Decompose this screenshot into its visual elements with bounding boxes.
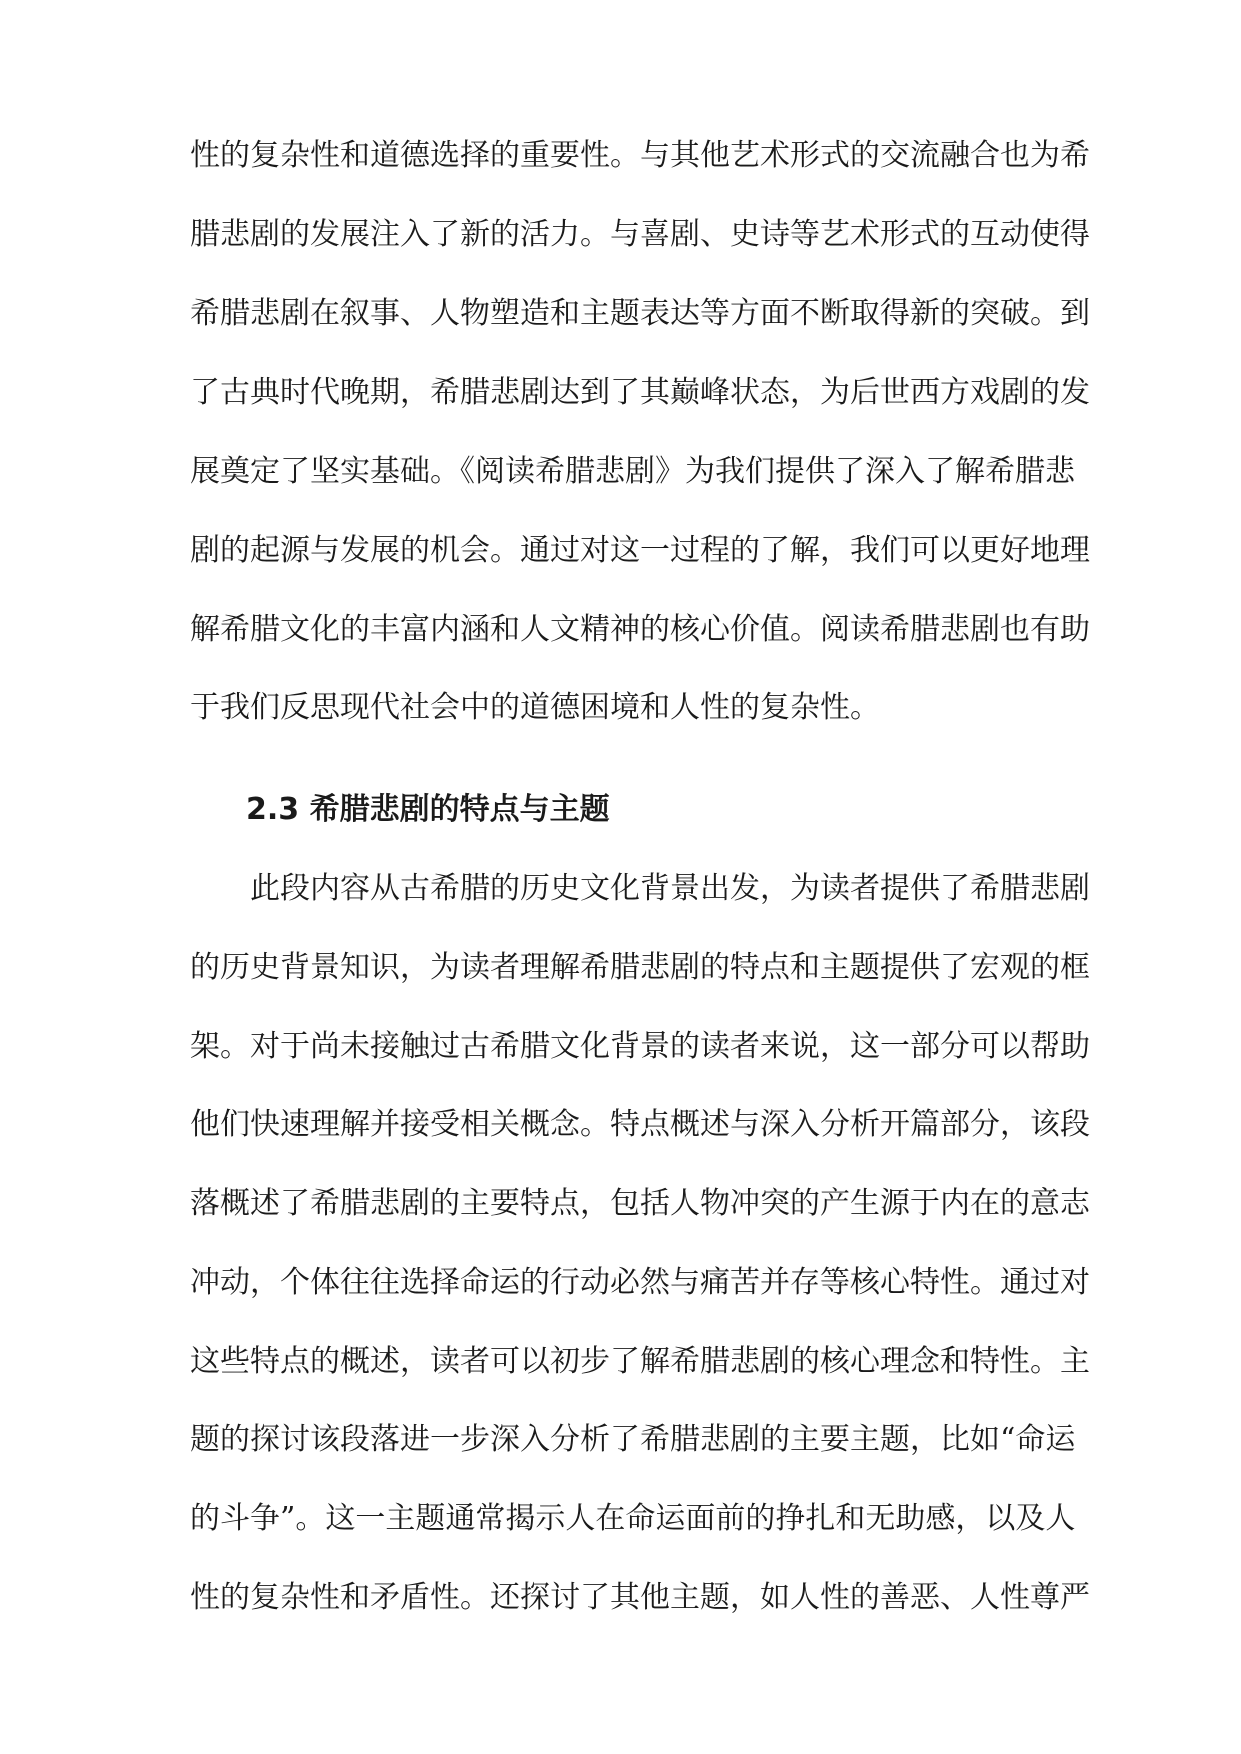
paragraph-2-line-3: 架。对于尚未接触过古希腊文化背景的读者来说，这一部分可以帮助	[190, 1029, 1090, 1064]
paragraph-1-line-8: 于我们反思现代社会中的道德困境和人性的复杂性。	[190, 690, 880, 725]
paragraph-2-line-6: 冲动，个体往往选择命运的行动必然与痛苦并存等核心特性。通过对	[190, 1265, 1090, 1300]
paragraph-1-line-5: 展奠定了坚实基础。《阅读希腊悲剧》为我们提供了深入了解希腊悲	[190, 454, 1075, 489]
paragraph-2-line-7: 这些特点的概述，读者可以初步了解希腊悲剧的核心理念和特性。主	[190, 1344, 1090, 1379]
paragraph-1-line-6: 剧的起源与发展的机会。通过对这一过程的了解，我们可以更好地理	[190, 533, 1090, 568]
paragraph-1-line-3: 希腊悲剧在叙事、人物塑造和主题表达等方面不断取得新的突破。到	[190, 296, 1090, 331]
paragraph-2-line-4: 他们快速理解并接受相关概念。特点概述与深入分析开篇部分，该段	[190, 1107, 1090, 1142]
section-heading: 2.3 希腊悲剧的特点与主题	[246, 792, 610, 827]
paragraph-2-line-8: 题的探讨该段落进一步深入分析了希腊悲剧的主要主题，比如“命运	[190, 1422, 1076, 1457]
paragraph-2-line-5: 落概述了希腊悲剧的主要特点，包括人物冲突的产生源于内在的意志	[190, 1186, 1090, 1221]
paragraph-1-line-7: 解希腊文化的丰富内涵和人文精神的核心价值。阅读希腊悲剧也有助	[190, 612, 1090, 647]
paragraph-1-line-2: 腊悲剧的发展注入了新的活力。与喜剧、史诗等艺术形式的互动使得	[190, 217, 1090, 252]
paragraph-2-line-1: 此段内容从古希腊的历史文化背景出发，为读者提供了希腊悲剧	[190, 871, 1090, 906]
paragraph-1-line-1: 性的复杂性和道德选择的重要性。与其他艺术形式的交流融合也为希	[190, 138, 1090, 173]
paragraph-2-line-10: 性的复杂性和矛盾性。还探讨了其他主题，如人性的善恶、人性尊严	[190, 1580, 1090, 1615]
paragraph-1-line-4: 了古典时代晚期，希腊悲剧达到了其巅峰状态，为后世西方戏剧的发	[190, 375, 1090, 410]
paragraph-2-line-9: 的斗争”。这一主题通常揭示人在命运面前的挣扎和无助感，以及人	[190, 1501, 1076, 1536]
paragraph-2-line-2: 的历史背景知识，为读者理解希腊悲剧的特点和主题提供了宏观的框	[190, 950, 1090, 985]
